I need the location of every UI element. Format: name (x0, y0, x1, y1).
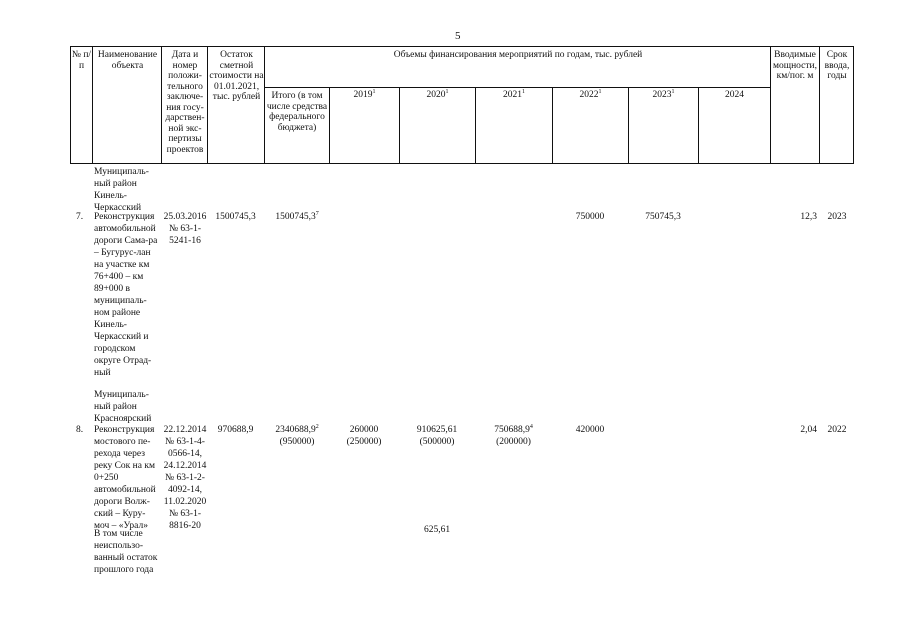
row8-number: 8. (76, 425, 84, 435)
header-year-2021: 2021$^1$ (503, 88, 525, 100)
row8-object-name: Реконструкция мостового пе-рехода через реку Сок на км 0+250 автомобильной дороги Волж-ский – Куру-моч – «Урал» (94, 425, 156, 531)
header-term: Срок ввода, годы (824, 50, 850, 81)
row8-district: Муниципаль-ный район Красноярский (94, 390, 152, 424)
header-remaining-cost: Остаток сметной стоимости на 01.01.2021, тыс. рублей (209, 50, 264, 102)
row8-included-label: В том числе неиспользо-ванный остаток прошлого года (94, 529, 158, 575)
row7-district: Муниципаль-ный район Кинель-Черкасский (94, 167, 149, 213)
row7-object-name: Реконструкция автомобильной дороги Сама-ра – Бугурус-лан на участке км 76+400 – км 89+000 в муниципаль-ном районе Кинель-Черкасский и городском округе Отрад-ный (94, 212, 158, 378)
row7-2023: 750745,3 (645, 212, 681, 222)
row7-remaining: 1500745,3 (215, 212, 256, 222)
row8-expertise: 22.12.2014 № 63-1-4-0566-14, 24.12.2014 № 63-1-2-4092-14, 11.02.2020 № 63-1-8816-20 (163, 425, 207, 531)
row8-2019: 260000 (250000) (346, 425, 382, 447)
row8-remaining: 970688,9 (217, 425, 254, 435)
row8-2020: 910625,61 (500000) (416, 425, 458, 447)
row8-2021: 750688,9$^4$ (200000) (494, 423, 533, 447)
row8-included-2020: 625,61 (423, 525, 451, 535)
header-year-2019: 2019$^1$ (353, 88, 376, 100)
header-capacity: Вводимые мощности, км/пог. м (773, 50, 817, 81)
header-year-2020: 2020$^1$ (426, 88, 449, 100)
row7-2022: 750000 (575, 212, 605, 222)
header-year-2024: 2024 (725, 90, 744, 100)
header-year-2023: 2023$^1$ (652, 88, 675, 100)
header-expertise-date: Дата и номер положи-тельного заключе-ния госу-дарствен-ной экс-пертизы проектов (165, 50, 205, 155)
header-number: № п/п (71, 50, 92, 71)
header-object-name: Наименование объекта (97, 50, 158, 71)
row8-term: 2022 (827, 425, 847, 435)
row7-expertise: 25.03.2016 № 63-1-5241-16 (163, 212, 207, 246)
row8-2022: 420000 (575, 425, 605, 435)
row7-capacity: 12,3 (800, 212, 817, 222)
page-number: 5 (455, 30, 461, 42)
row7-number: 7. (76, 212, 84, 222)
header-total: Итого (в том числе средства федерального бюджета) (266, 91, 328, 133)
row7-total: 1500745,3$^7$ (275, 210, 319, 222)
header-funding-group: Объемы финансирования мероприятий по годам, тыс. рублей (393, 50, 643, 60)
header-year-2022: 2022$^1$ (579, 88, 602, 100)
row7-term: 2023 (827, 212, 847, 222)
row8-capacity: 2,04 (800, 425, 817, 435)
row8-total: 2340688,9$^2$ (950000) (275, 423, 319, 447)
